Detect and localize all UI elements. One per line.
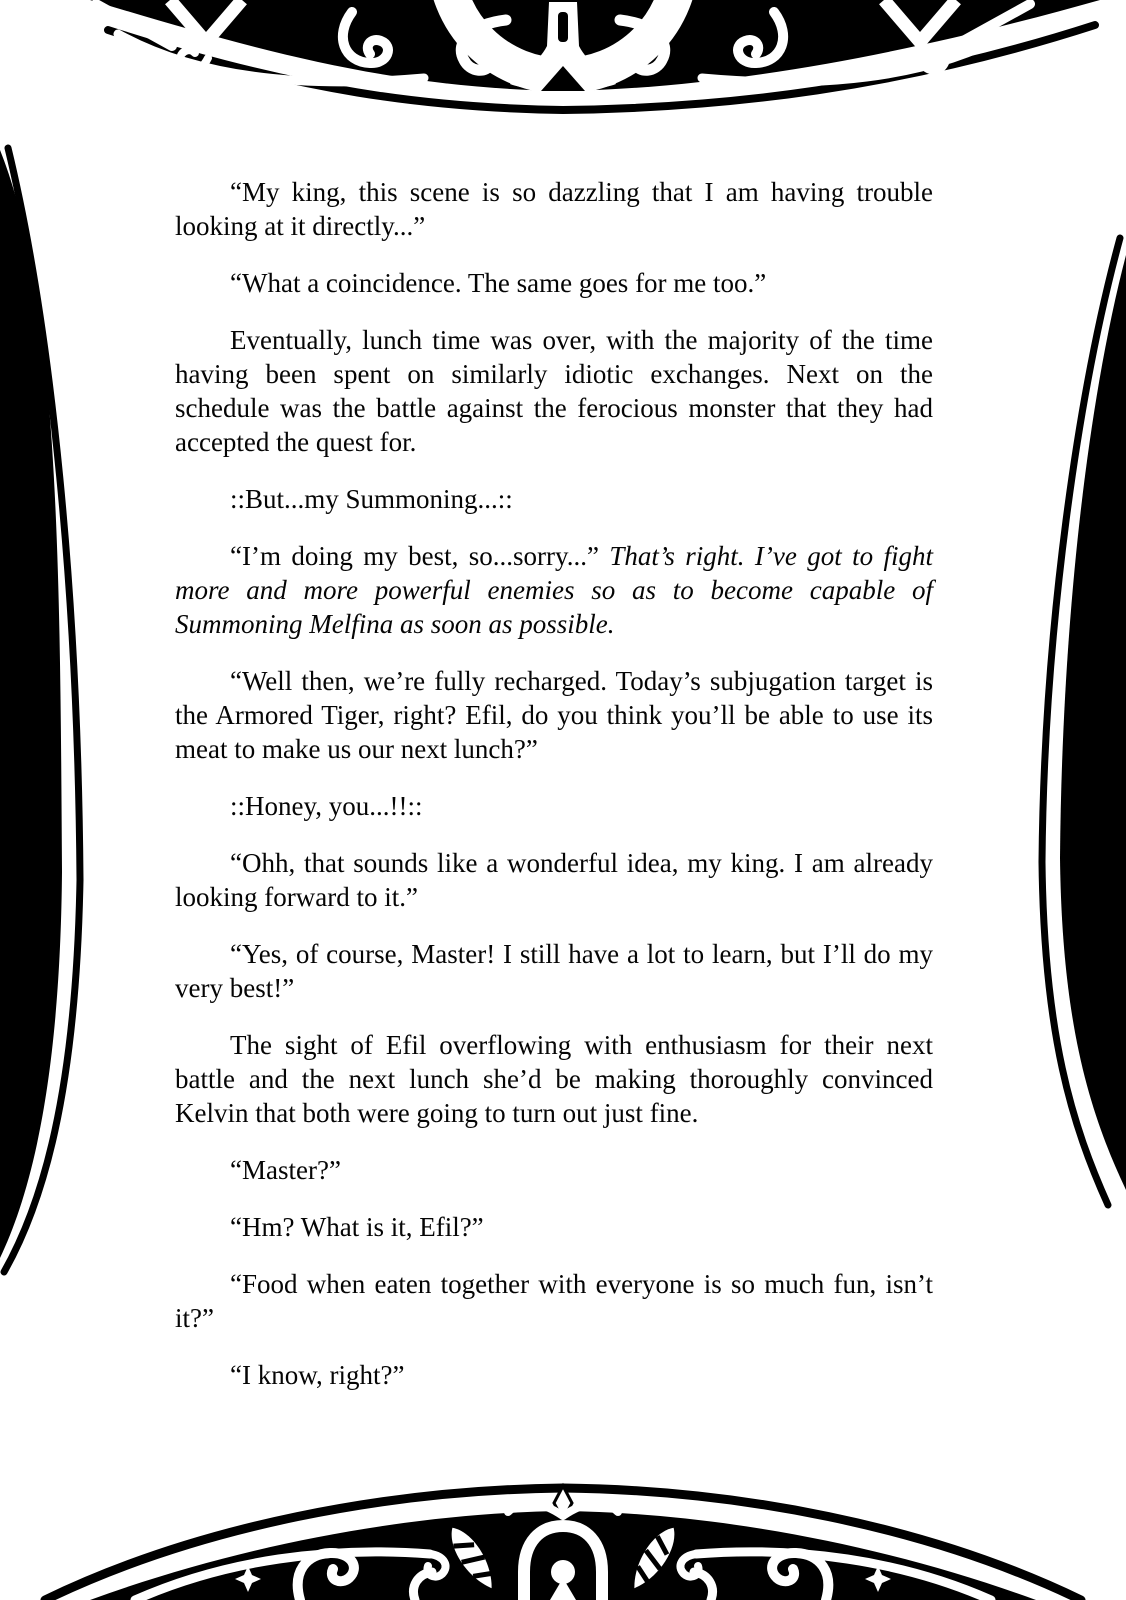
paragraph: [175, 482, 933, 516]
paragraph: [175, 1028, 933, 1130]
text-run: “Master?”: [230, 1155, 341, 1185]
paragraph: [175, 266, 933, 300]
paragraph: [175, 175, 933, 243]
text-run: “I’m doing my best, so...sorry...”: [230, 541, 610, 571]
text-run: The sight of Efil overflowing with enthusiasm for their next battle and the next lunch she’d be making thoroughly convinced Kelvin that both were going to turn out just fine.: [175, 1030, 933, 1128]
paragraph: [175, 1210, 933, 1244]
text-run: ::Honey, you...!!::: [230, 791, 423, 821]
italic-text-run: That’s right. I’ve got to fight more and more powerful enemies so as to become capable of Summoning Melfina as soon as possible.: [175, 541, 933, 639]
text-run: “Yes, of course, Master! I still have a lot to learn, but I’ll do my very best!”: [175, 939, 933, 1003]
text-run: “I know, right?”: [230, 1360, 405, 1390]
paragraph: [175, 1358, 933, 1392]
paragraph: [175, 1153, 933, 1187]
top-border-ornament: [90, 0, 1100, 110]
text-run: “My king, this scene is so dazzling that I am having trouble looking at it directly...”: [175, 177, 933, 241]
text-block: [175, 175, 933, 1392]
text-run: Eventually, lunch time was over, with the majority of the time having been spent on similarly idiotic exchanges. Next on the schedule was the battle against the ferocious monster that they had accepted the quest for.: [175, 325, 933, 457]
text-run: “Well then, we’re fully recharged. Today’s subjugation target is the Armored Tiger, right? Efil, do you think you’ll be able to use its meat to make us our next lunch?”: [175, 666, 933, 764]
text-run: “Ohh, that sounds like a wonderful idea, my king. I am already looking forward to it.”: [175, 848, 933, 912]
paragraph: [175, 937, 933, 1005]
paragraph: [175, 789, 933, 823]
paragraph: [175, 323, 933, 459]
text-run: “Hm? What is it, Efil?”: [230, 1212, 484, 1242]
paragraph: [175, 846, 933, 914]
left-border-stroke: [0, 148, 80, 1272]
bottom-border-ornament: [45, 1486, 1081, 1600]
right-border-stroke: [1042, 238, 1126, 1205]
paragraph: [175, 1267, 933, 1335]
text-run: “Food when eaten together with everyone is so much fun, isn’t it?”: [175, 1269, 933, 1333]
text-run: “What a coincidence. The same goes for me too.”: [230, 268, 767, 298]
paragraph: [175, 539, 933, 641]
text-run: ::But...my Summoning...::: [230, 484, 513, 514]
paragraph: [175, 664, 933, 766]
